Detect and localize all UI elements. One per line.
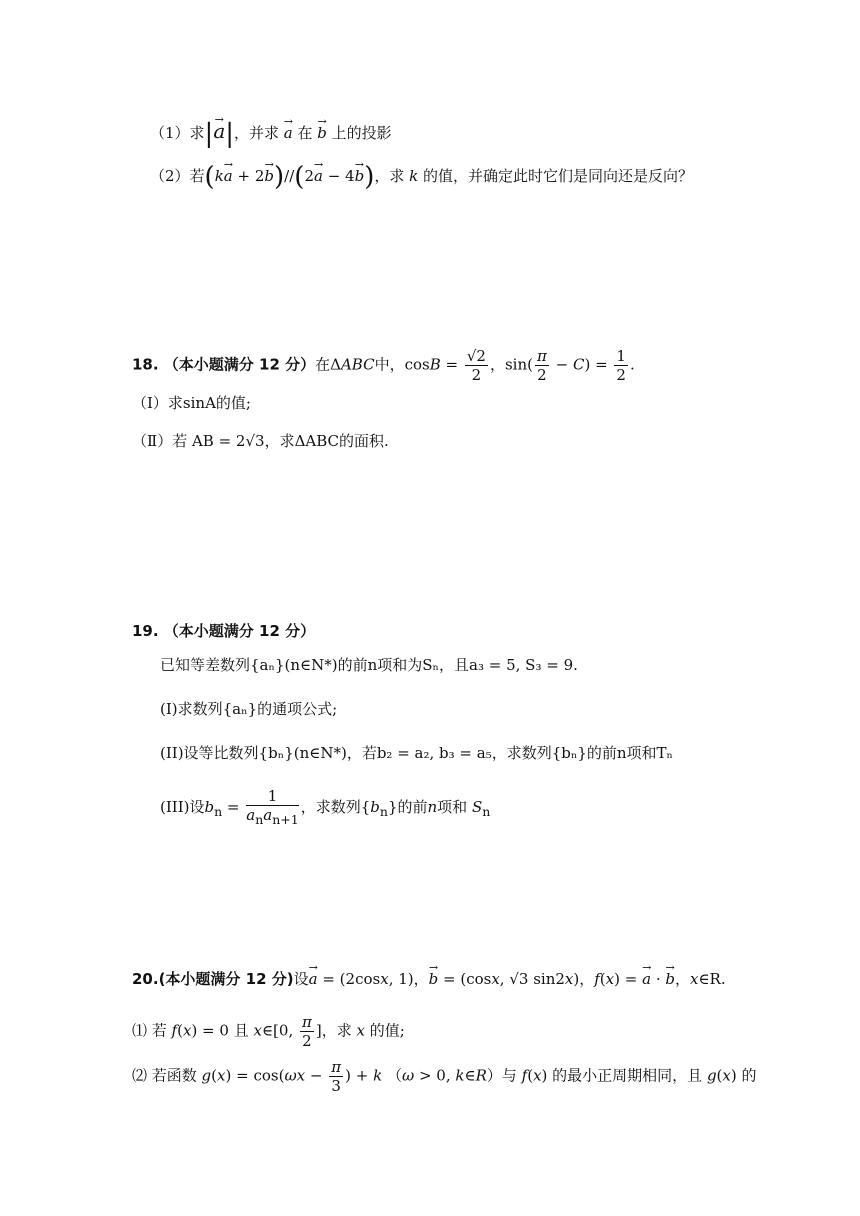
q18-part1: （Ⅰ）求sinA的值;	[132, 394, 251, 412]
fraction: $\frac{√2}{2}$	[466, 347, 486, 384]
q19-part1: (I)求数列{aₙ}的通项公式;	[160, 700, 338, 718]
q17-part1: （1）求|→ a|，并求 → a 在 → b 上的投影	[150, 120, 392, 145]
q18-heading: 18. （本小题满分 12 分）	[132, 355, 316, 374]
q19-part2: (II)设等比数列{bₙ}(n∈N*)，若b₂ = a₂, b₃ = a₅，求数列{bₙ}的前n项和Tₙ	[160, 744, 674, 762]
fraction: $\frac{\pi}{2}$	[537, 347, 547, 384]
fraction: $\frac{1}{2}$	[616, 347, 626, 384]
q18-heading-stem: 18. （本小题满分 12 分）在ΔABC中，cosB = $\frac{√2}{2}$ ，sin( $\frac{\pi}{2}$ − C) = $\frac{1}{2}$ .	[132, 347, 635, 384]
q18-part2: （Ⅱ）若 AB = 2√3，求ΔABC的面积.	[132, 432, 389, 450]
q19-heading: 19. （本小题满分 12 分）	[132, 622, 316, 640]
q20-part1: ⑴ 若 f(x) = 0 且 x∈[0, $\frac{\pi}{2}$ ]，求 x 的值;	[132, 1013, 405, 1050]
q19-part3: (III)设$b_n$ = $\frac{1}{a_na_{n+1}}$ ，求数列$\{b_n\}$的前n项和 $S_n$	[160, 787, 491, 827]
q17-part2: （2）若(k→ a + 2→ b)//(2→ a − 4→ b)，求 k 的值，并确定此时它们是同向还是反向？	[150, 165, 693, 188]
q20-heading-stem: 20.(本小题满分 12 分)设→ a = (2cosx, 1)，→ b = (cosx, √3 sin2x)，f(x) = → a · → b，x∈R.	[132, 968, 726, 990]
q19-stem: 已知等差数列{aₙ}(n∈N*)的前n项和为Sₙ，且a₃ = 5, S₃ = 9.	[160, 656, 578, 674]
q20-heading: 20.(本小题满分 12 分)	[132, 970, 294, 988]
fraction: $\frac{1}{a_na_{n+1}}$	[246, 787, 299, 827]
fraction: $\frac{\pi}{3}$	[331, 1058, 342, 1095]
q20-part2: ⑵ 若函数 g(x) = cos(ωx − $\frac{\pi}{3}$ ) + k （ω > 0, k∈R）与 f(x) 的最小正周期相同，且 g(x) 的	[132, 1058, 757, 1095]
fraction: $\frac{\pi}{2}$	[302, 1013, 312, 1050]
